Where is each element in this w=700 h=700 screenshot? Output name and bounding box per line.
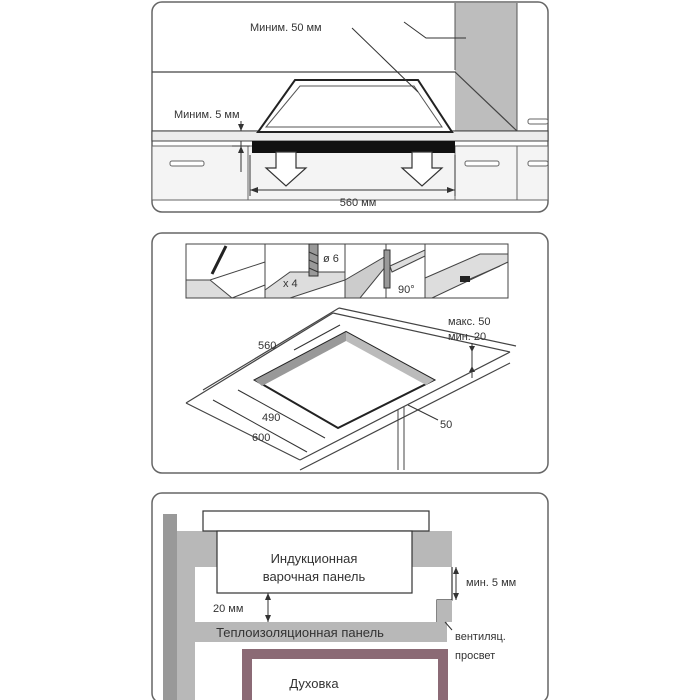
hob-top	[258, 80, 452, 132]
dim-490-label: 490	[262, 412, 281, 424]
handle	[170, 161, 204, 166]
gap-20-label: 20 мм	[213, 603, 244, 615]
max-label: макс. 50	[448, 316, 491, 328]
insulation-label: Теплоизоляционная панель	[216, 625, 384, 640]
diameter-label: ø 6	[323, 253, 339, 265]
handle	[465, 161, 499, 166]
hob-label-line2: варочная панель	[262, 569, 366, 584]
hob-body	[252, 141, 455, 153]
angle-label: 90°	[398, 284, 415, 296]
seal-icon	[460, 276, 470, 282]
vent-label-line2: просвет	[455, 650, 496, 662]
vent-label-line1: вентиляц.	[455, 631, 506, 643]
hob-label-line1: Индукционная	[270, 551, 358, 566]
bracket-icon	[384, 250, 390, 288]
min5-label: мин. 5 мм	[466, 577, 517, 589]
panel-top	[152, 2, 548, 212]
dim-560-label: 560	[258, 340, 277, 352]
dim-50-label: 50	[440, 419, 453, 431]
panel-bottom	[152, 493, 548, 700]
wall	[455, 3, 517, 131]
count-label: x 4	[283, 278, 298, 290]
dim-600-label: 600	[252, 432, 271, 444]
oven-frame	[247, 654, 443, 700]
panel-middle	[152, 233, 548, 473]
min-top-label: Миним. 50 мм	[250, 22, 322, 34]
handle	[528, 119, 548, 124]
min-label: мин. 20	[448, 331, 487, 343]
side-wall	[163, 514, 177, 700]
cutout	[255, 332, 434, 428]
hob-glass	[203, 511, 429, 531]
cabinet	[152, 146, 548, 200]
oven-label: Духовка	[289, 676, 339, 691]
width-label: 560 мм	[339, 197, 377, 209]
countertop-right	[412, 531, 452, 567]
min-side-label: Миним. 5 мм	[174, 109, 240, 121]
handle	[528, 161, 548, 166]
countertop-left	[177, 531, 217, 567]
